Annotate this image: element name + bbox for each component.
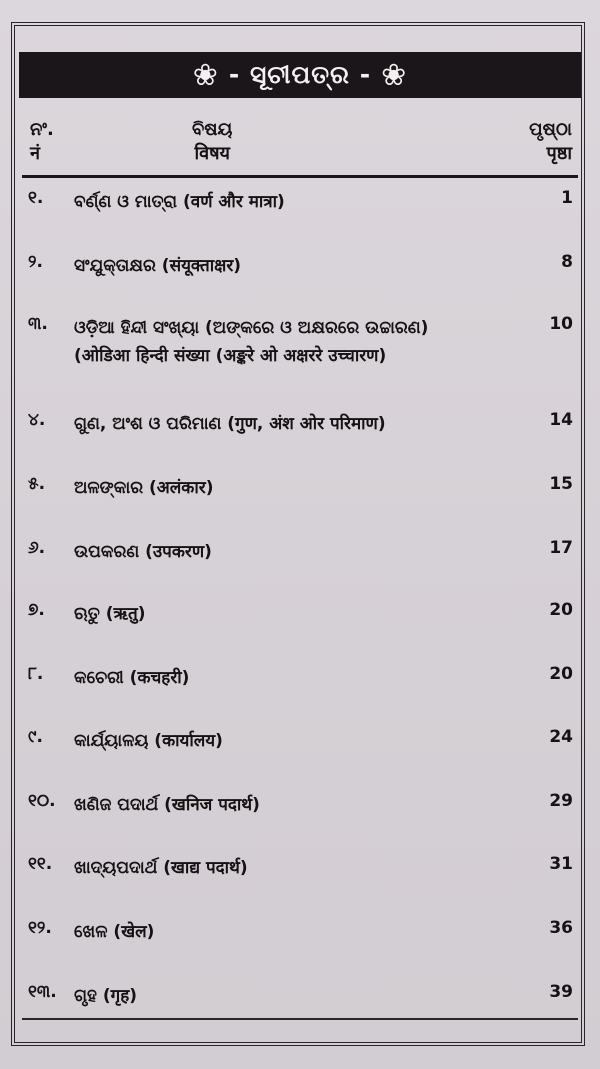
entry-page: 24 (549, 727, 573, 747)
bottom-divider (22, 1018, 578, 1020)
entry-number: ୭. (28, 600, 45, 620)
entry-subject: ଗୃହ (गृह) (74, 986, 138, 1006)
entry-page: 14 (549, 410, 573, 430)
flower-ornament-icon: ❀ (381, 57, 408, 93)
entry-number: ୮. (28, 664, 44, 684)
entry-number: ୫. (28, 474, 46, 494)
entry-number: ୯. (28, 727, 43, 747)
entry-page: 1 (561, 188, 573, 208)
flower-ornament-icon: ❀ (192, 57, 219, 93)
header-divider (22, 175, 578, 178)
entry-subject: କାର୍ଯ୍ୟାଳୟ (कार्यालय) (74, 731, 223, 751)
entry-page: 20 (549, 600, 573, 620)
table-header (22, 112, 578, 172)
header-page (529, 118, 572, 166)
entry-page: 17 (549, 538, 573, 558)
header-page-odia: ପୃଷ୍ଠା (529, 119, 572, 140)
entry-page: 31 (549, 854, 573, 874)
entry-number: ୬. (28, 538, 46, 558)
entry-page: 20 (549, 664, 573, 684)
header-subject (192, 118, 232, 166)
entry-number: ୩. (28, 314, 48, 334)
entry-page: 15 (549, 474, 573, 494)
entry-page: 10 (549, 314, 573, 334)
entry-subject-line-2: (ओडिआ हिन्दी संख्या (अङ्करे ओ अक्षररे उच्चारण) (74, 346, 387, 366)
entry-page: 8 (561, 252, 573, 272)
entry-subject: ସଂଯୁକ୍ତାକ୍ଷର (संयूक्ताक्षर) (74, 256, 242, 276)
entry-number: ୪. (28, 410, 46, 430)
contents-title: - ସୂଚୀପତ୍ର - (228, 60, 372, 89)
entry-subject: ଋତୁ (ऋतु) (74, 604, 146, 624)
entry-number: ୧୩. (28, 982, 57, 1002)
entry-subject (74, 314, 514, 370)
contents-title-bar (19, 52, 581, 98)
entry-subject: ଅଳଙ୍କାର (अलंकार) (74, 478, 214, 498)
entry-number: ୨. (28, 252, 43, 272)
entry-page: 29 (549, 791, 573, 811)
entry-subject: ଖେଳ (खेल) (74, 922, 155, 942)
header-number (30, 118, 54, 166)
entry-page: 36 (549, 918, 573, 938)
entry-subject: ଗୁଣ, ଅଂଶ ଓ ପରିମାଣ (गुण, अंश ओर परिमाण) (74, 414, 386, 434)
entry-number: ୧୨. (28, 918, 52, 938)
entry-number: ୧୦. (28, 791, 56, 811)
header-subject-odia: ବିଷୟ (192, 119, 233, 140)
header-number-odia: ନଂ. (30, 119, 54, 140)
entry-number: ୧. (28, 188, 44, 208)
entry-subject: ଖଣିଜ ପଦାର୍ଥ (खनिज पदार्थ) (74, 795, 260, 815)
entry-subject: ଖାଦ୍ୟପଦାର୍ଥ (खाद्य पदार्थ) (74, 858, 248, 878)
entry-subject: କଚେରୀ (कचहरी) (74, 668, 190, 688)
entry-page: 39 (549, 982, 573, 1002)
header-number-hindi: नं (30, 143, 40, 164)
entry-subject: ଉପକରଣ (उपकरण) (74, 542, 212, 562)
entry-subject: ବର୍ଣ୍ଣ ଓ ମାତ୍ରା (वर्ण और मात्रा) (74, 192, 285, 212)
entry-number: ୧୧. (28, 854, 53, 874)
header-subject-hindi: विषय (194, 143, 230, 164)
header-page-hindi: पृष्ठा (546, 143, 572, 164)
entry-subject-line-1: ଓଡ଼ିଆ ହିନ୍ଦୀ ସଂଖ୍ୟା (ଅଙ୍କରେ ଓ ଅକ୍ଷରରେ ଉଚ୍ଚାରଣ) (74, 318, 429, 338)
